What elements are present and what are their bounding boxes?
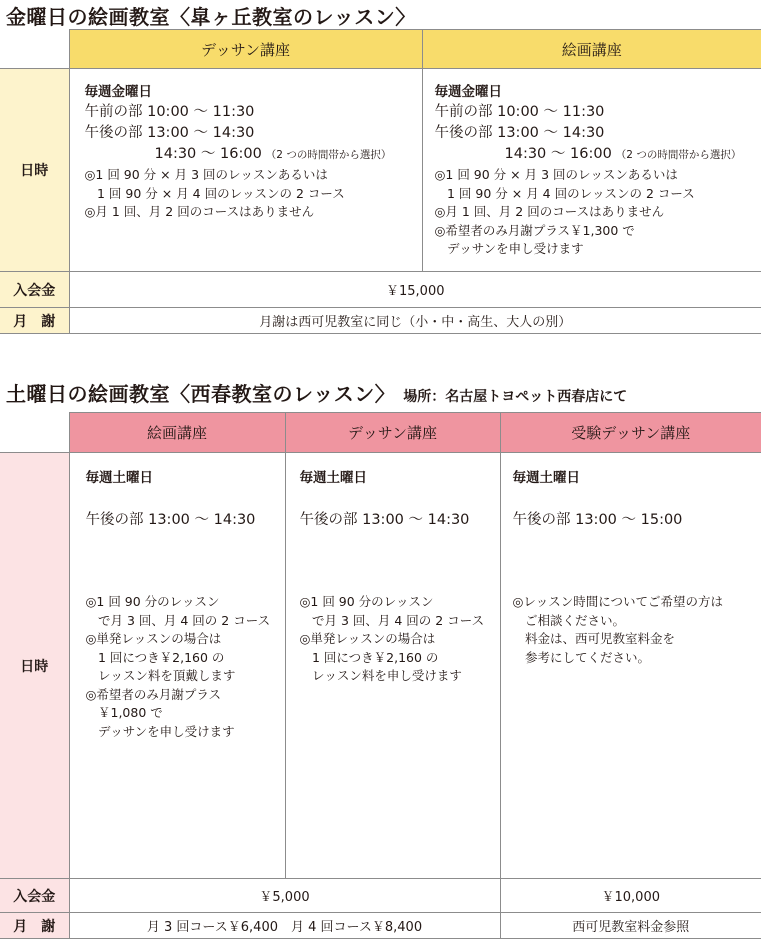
saturday-label-schedule: 日時 xyxy=(0,453,69,879)
course-note: ◎1 回 90 分 × 月 3 回のレッスンあるいは 1 回 90 分 × 月 4 回のレッスンの 2 コース xyxy=(434,167,695,201)
course-day: 毎週金曜日 xyxy=(84,84,152,100)
course-note: ◎月 1 回、月 2 回のコースはありません xyxy=(84,204,315,219)
course-note: ◎単発レッスンの場合は 1 回につき￥2,160 の レッスン料を申し受けます xyxy=(299,631,462,683)
pm2-time: 14:30 〜 16:00 xyxy=(504,146,612,162)
course-time-pm2 xyxy=(85,144,422,166)
saturday-painting-cell xyxy=(69,453,285,879)
course-time-am: 午前の部 10:00 〜 11:30 xyxy=(434,104,605,120)
friday-label-entry-fee: 入会金 xyxy=(0,272,69,308)
saturday-header-dessin: デッサン講座 xyxy=(285,413,500,453)
corner-cell xyxy=(0,30,69,69)
saturday-header-exam-dessin: 受験デッサン講座 xyxy=(500,413,761,453)
course-note: ◎希望者のみ月謝プラス￥1,300 で デッサンを申し受けます xyxy=(434,222,635,256)
pm2-note: （2 つの時間帯から選択） xyxy=(265,149,392,161)
saturday-label-entry-fee: 入会金 xyxy=(0,879,69,913)
friday-monthly-fee: 月謝は西可児教室に同じ（小・中・高生、大人の別） xyxy=(69,308,761,334)
saturday-entry-fee-exam: ￥10,000 xyxy=(500,879,761,913)
course-time-pm2 xyxy=(435,144,762,166)
saturday-location: 場所：名古屋トヨペット西春店にて xyxy=(403,389,628,405)
course-note: ◎レッスン時間についてご希望の方は ご相談ください。 料金は、西可児教室料金を 参考にしてください。 xyxy=(512,594,724,665)
friday-label-schedule: 日時 xyxy=(0,69,69,272)
friday-label-monthly: 月 謝 xyxy=(0,308,69,334)
course-time-pm: 午後の部 13:00 〜 14:30 xyxy=(299,512,470,528)
corner-cell xyxy=(0,413,69,453)
friday-dessin-cell xyxy=(69,69,422,272)
saturday-monthly-regular: 月 3 回コース￥6,400 月 4 回コース￥8,400 xyxy=(69,913,500,939)
course-time-pm1: 午後の部 13:00 〜 14:30 xyxy=(84,125,255,141)
course-day: 毎週土曜日 xyxy=(512,470,580,486)
pm2-time: 14:30 〜 16:00 xyxy=(154,146,262,162)
saturday-schedule-table xyxy=(0,412,761,939)
course-note: ◎希望者のみ月謝プラス ￥1,080 で デッサンを申し受けます xyxy=(85,686,235,739)
saturday-monthly-exam: 西可児教室料金参照 xyxy=(500,913,761,939)
course-time-am: 午前の部 10:00 〜 11:30 xyxy=(84,104,255,120)
course-note: ◎1 回 90 分 × 月 3 回のレッスンあるいは 1 回 90 分 × 月 4 回のレッスンの 2 コース xyxy=(84,167,345,201)
saturday-header-painting: 絵画講座 xyxy=(69,413,285,453)
friday-header-dessin: デッサン講座 xyxy=(69,30,422,69)
course-note: ◎1 回 90 分のレッスン で月 3 回、月 4 回の 2 コース xyxy=(299,594,485,628)
friday-schedule-table xyxy=(0,29,761,334)
course-note: ◎1 回 90 分のレッスン で月 3 回、月 4 回の 2 コース xyxy=(85,594,271,628)
saturday-label-monthly: 月 謝 xyxy=(0,913,69,939)
friday-painting-cell xyxy=(422,69,761,272)
saturday-exam-dessin-cell xyxy=(500,453,761,879)
saturday-entry-fee-regular: ￥5,000 xyxy=(69,879,500,913)
course-day: 毎週土曜日 xyxy=(85,470,153,486)
saturday-dessin-cell xyxy=(285,453,500,879)
friday-title: 金曜日の絵画教室〈皐ヶ丘教室のレッスン〉 xyxy=(6,5,416,29)
saturday-title: 土曜日の絵画教室〈西春教室のレッスン〉 xyxy=(6,382,396,406)
course-time-pm: 午後の部 13:00 〜 14:30 xyxy=(85,512,256,528)
course-day: 毎週土曜日 xyxy=(299,470,367,486)
friday-entry-fee: ￥15,000 xyxy=(69,272,761,308)
course-note: ◎月 1 回、月 2 回のコースはありません xyxy=(434,204,665,219)
course-day: 毎週金曜日 xyxy=(434,84,502,100)
course-note: ◎単発レッスンの場合は 1 回につき￥2,160 の レッスン料を頂戴します xyxy=(85,631,236,683)
pm2-note: （2 つの時間帯から選択） xyxy=(615,149,742,161)
saturday-title-row xyxy=(6,384,627,404)
course-time-pm1: 午後の部 13:00 〜 14:30 xyxy=(434,125,605,141)
course-time-pm: 午後の部 13:00 〜 15:00 xyxy=(512,512,683,528)
friday-header-painting: 絵画講座 xyxy=(422,30,761,69)
